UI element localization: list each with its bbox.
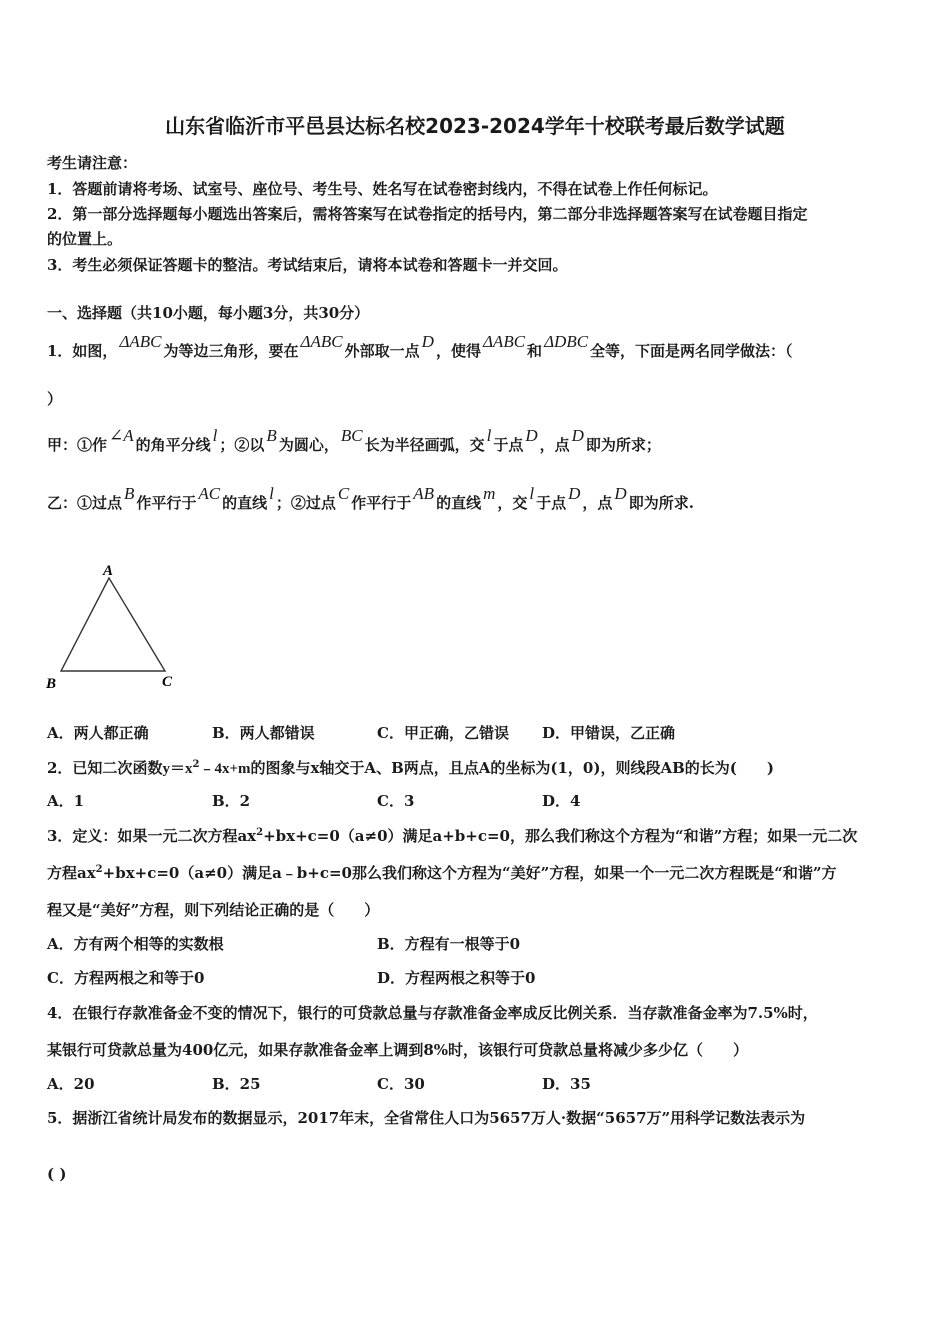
question-5-answer-blank: ( ) [47, 1165, 67, 1183]
option-a[interactable]: A．1 [47, 792, 85, 810]
question-2-stem [47, 757, 774, 778]
text: 3．定义：如果一元二次方程ax [47, 827, 257, 845]
text: 的角平分线 [135, 436, 211, 454]
math: D [571, 426, 584, 445]
text: 即为所求； [585, 436, 661, 454]
option-c[interactable]: C．方程两根之和等于0 [47, 969, 205, 987]
question-1-options [47, 722, 675, 743]
option-a[interactable]: A．20 [47, 1075, 95, 1093]
math: AC [198, 484, 221, 503]
question-2-options [47, 790, 580, 811]
text: 的直线 [222, 494, 268, 512]
question-3-line [47, 825, 857, 846]
vertex-label-b: B [46, 676, 57, 692]
math: l [212, 426, 218, 445]
text: 甲：①作 [47, 436, 108, 454]
text: 的图象与x轴交于A、B两点，且点A的坐标为(1，0)，则线段AB的长为( ) [250, 759, 774, 777]
question-1-stem [47, 332, 793, 361]
question-4-line: 某银行可贷款总量为400亿元，如果存款准备金率上调到8%时，该银行可贷款总量将减少多少亿（ ） [47, 1041, 749, 1059]
text: 乙：①过点 [47, 494, 123, 512]
math: ΔABC [300, 332, 343, 351]
text: ；②过点 [275, 494, 336, 512]
math: D [421, 332, 434, 351]
notice-item: 的位置上。 [47, 230, 123, 248]
method-yi [47, 484, 694, 513]
option-b[interactable]: B．方程有一根等于0 [377, 935, 521, 953]
text: 外部取一点 [344, 342, 420, 360]
math: ΔDBC [544, 332, 589, 351]
option-c[interactable]: C．甲正确，乙错误 [377, 724, 509, 742]
math: ΔABC [119, 332, 162, 351]
text: 方程ax [47, 864, 96, 882]
section-heading: 一、选择题（共10小题，每小题3分，共30分） [47, 304, 370, 322]
math: D [568, 484, 581, 503]
question-5-line: 5．据浙江省统计局发布的数据显示，2017年末，全省常住人口为5657万人·数据“5657万”用科学记数法表示为 [47, 1109, 806, 1127]
question-3-options-row [47, 933, 520, 954]
text: 为等边三角形，要在 [163, 342, 299, 360]
exponent: 2 [256, 827, 264, 838]
math: D [525, 426, 538, 445]
question-3-options-row [47, 967, 535, 988]
text: +bx+c=0（a≠0）满足a+b+c=0，那么我们称这个方程为“和谐”方程；如果一元二次 [263, 827, 858, 845]
text: 即为所求. [628, 494, 694, 512]
formula: ﹣4x+m [199, 761, 251, 777]
math: BC [340, 426, 363, 445]
text: ，交 [497, 494, 528, 512]
text: 2．已知二次函数 [47, 759, 163, 777]
triangle-abc [61, 578, 165, 671]
text: 长为半径画弧，交 [364, 436, 485, 454]
exponent: 2 [192, 759, 200, 770]
question-3-line: 程又是“美好”方程，则下列结论正确的是（ ） [47, 901, 380, 919]
option-c[interactable]: C．30 [377, 1075, 425, 1093]
question-4-options [47, 1073, 591, 1094]
text: 和 [527, 342, 543, 360]
notice-heading: 考生请注意： [47, 154, 138, 172]
math: C [337, 484, 350, 503]
math: AB [413, 484, 435, 503]
option-d[interactable]: D．方程两根之积等于0 [377, 969, 536, 987]
math: B [266, 426, 277, 445]
text: 于点 [536, 494, 567, 512]
formula: y＝x [162, 761, 193, 777]
option-b[interactable]: B．两人都错误 [212, 724, 315, 742]
option-d[interactable]: D．35 [542, 1075, 591, 1093]
text: ；②以 [219, 436, 265, 454]
math: l [529, 484, 535, 503]
text: 于点 [493, 436, 524, 454]
question-1-close: ） [47, 390, 63, 408]
notice-item: 3．考生必须保证答题卡的整洁。考试结束后，请将本试卷和答题卡一并交回。 [47, 256, 568, 274]
option-d[interactable]: D．甲错误，乙正确 [542, 724, 676, 742]
math: l [269, 484, 274, 503]
question-4-line: 4．在银行存款准备金不变的情况下，银行的可贷款总量与存款准备金率成反比例关系．当存款准备金率为7.5%时， [47, 1004, 818, 1022]
option-c[interactable]: C．3 [377, 792, 415, 810]
option-b[interactable]: B．2 [212, 792, 251, 810]
math: l [486, 426, 492, 445]
text: ，点 [539, 436, 570, 454]
option-d[interactable]: D．4 [542, 792, 581, 810]
text: 全等，下面是两名同学做法：（ [590, 342, 793, 360]
text: 1．如图， [47, 342, 118, 360]
math: B [124, 484, 135, 503]
text: ，使得 [435, 342, 481, 360]
option-b[interactable]: B．25 [212, 1075, 261, 1093]
option-a[interactable]: A．两人都正确 [47, 724, 149, 742]
option-a[interactable]: A．方有两个相等的实数根 [47, 935, 224, 953]
text: ，点 [582, 494, 613, 512]
method-jia [47, 426, 661, 455]
text: 作平行于 [351, 494, 412, 512]
text: +bx+c=0（a≠0）满足a﹣b+c=0那么我们称这个方程为“美好”方程，如果一个一元二次方程既是“和谐”方 [102, 864, 837, 882]
math: m [483, 484, 496, 503]
notice-item: 1．答题前请将考场、试室号、座位号、考生号、姓名写在试卷密封线内，不得在试卷上作任何标记。 [47, 180, 718, 198]
math: ΔABC [482, 332, 526, 351]
text: 作平行于 [136, 494, 197, 512]
text: 为圆心， [278, 436, 339, 454]
vertex-label-c: C [162, 674, 173, 690]
vertex-label-a: A [103, 563, 114, 579]
triangle-figure [40, 560, 190, 695]
notice-item: 2．第一部分选择题每小题选出答案后，需将答案写在试卷指定的括号内，第二部分非选择题答案写在试卷题目指定 [47, 205, 808, 223]
math: D [614, 484, 627, 503]
exponent: 2 [95, 864, 103, 875]
text: 的直线 [436, 494, 482, 512]
question-3-line [47, 862, 837, 883]
math: ∠A [109, 426, 134, 445]
page-title: 山东省临沂市平邑县达标名校2023-2024学年十校联考最后数学试题 [165, 114, 785, 138]
